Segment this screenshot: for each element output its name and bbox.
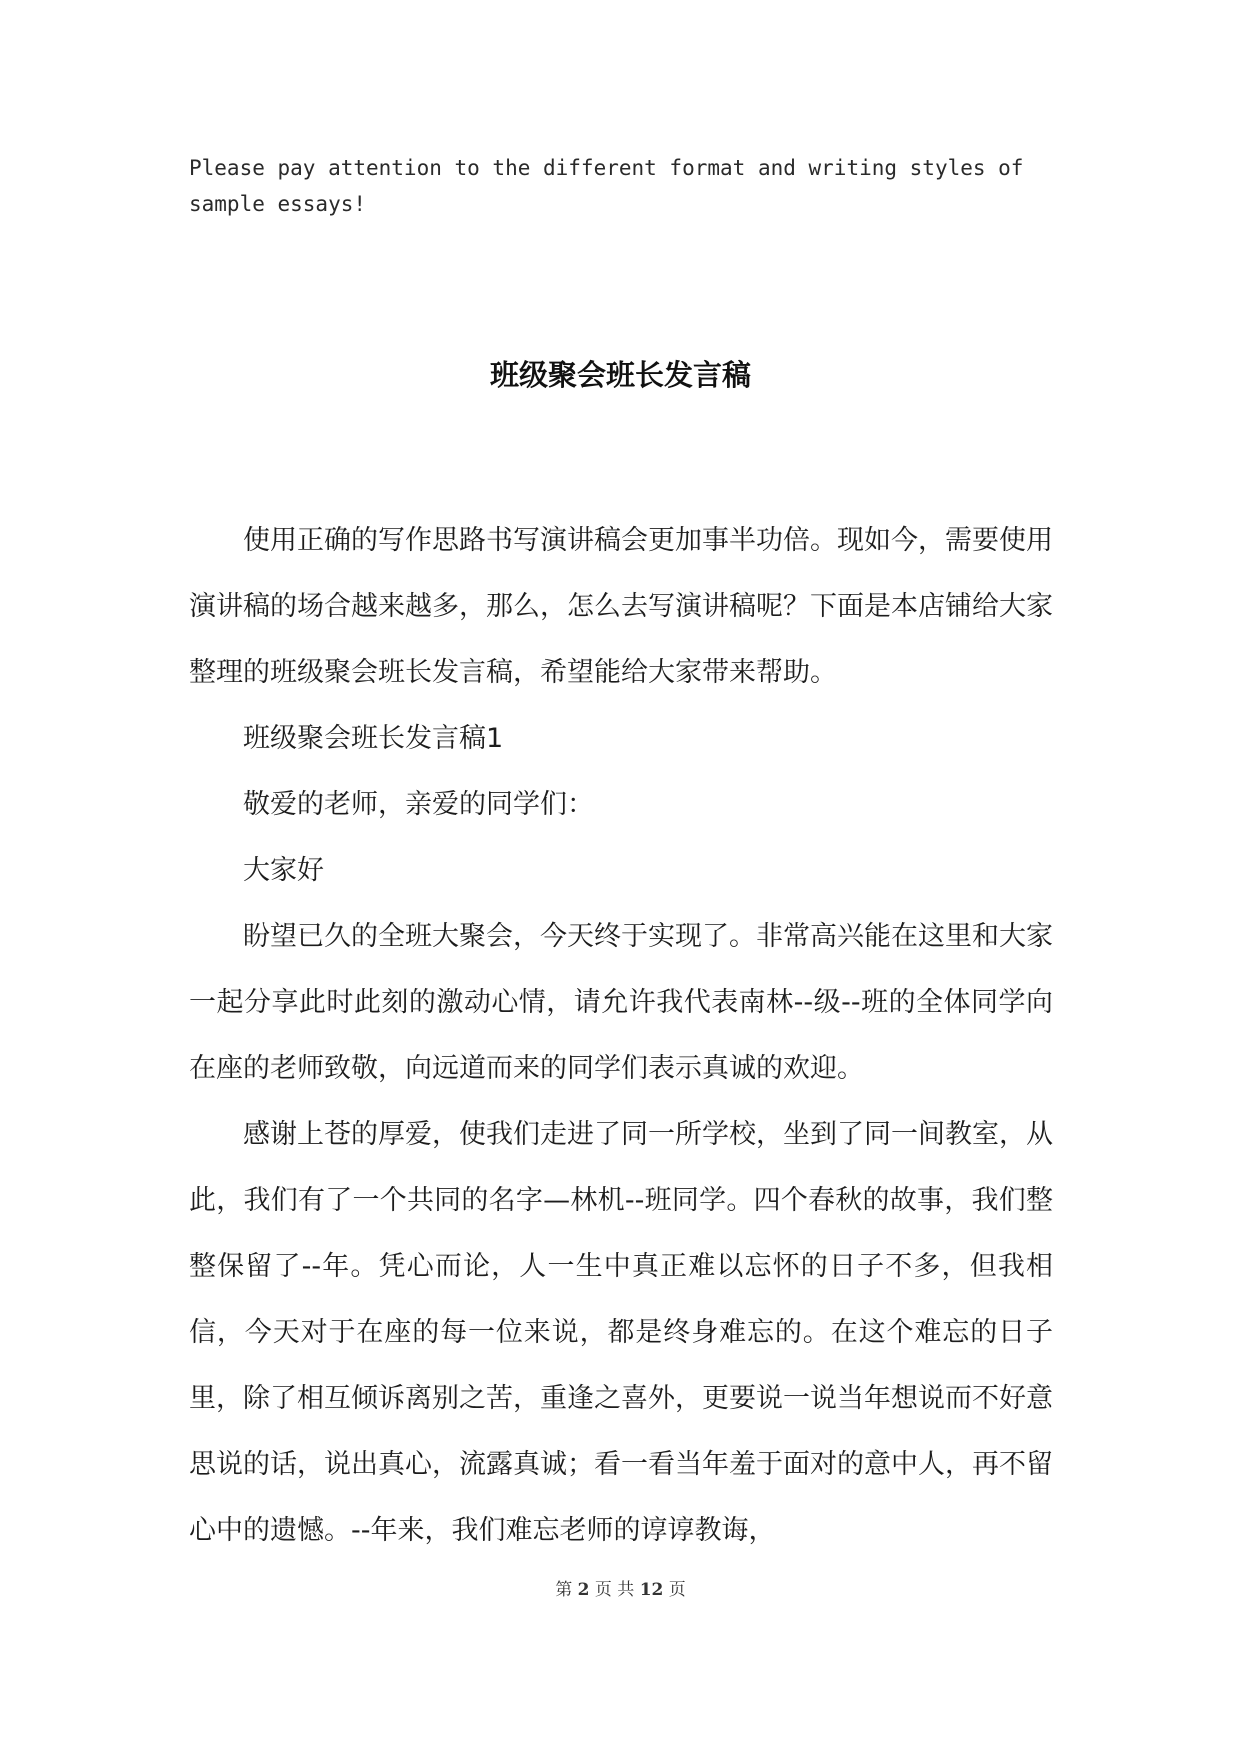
footer-mid: 页 共 [594,1580,635,1600]
document-body [189,508,1053,1564]
document-title: 班级聚会班长发言稿 [489,358,751,392]
paragraph-section-heading: 班级聚会班长发言稿1 [243,723,504,754]
sample-notice: Please pay attention to the different format and writing styles of sample essays! [189,156,1037,216]
paragraph-intro: 使用正确的写作思路书写演讲稿会更加事半功倍。现如今，需要使用演讲稿的场合越来越多，那么，怎么去写演讲稿呢？下面是本店铺给大家整理的班级聚会班长发言稿，希望能给大家带来帮助。 [189,525,1053,688]
footer-prefix: 第 [555,1580,573,1600]
paragraph-greeting: 大家好 [243,855,324,886]
paragraph-salutation: 敬爱的老师，亲爱的同学们： [243,789,594,820]
paragraph-gratitude: 感谢上苍的厚爱，使我们走进了同一所学校，坐到了同一间教室，从此，我们有了一个共同的名字—林机--班同学。四个春秋的故事，我们整整保留了--年。凭心而论，人一生中真正难以忘怀的日子不多，但我相信，今天对于在座的每一位来说，都是终身难忘的。在这个难忘的日子里，除了相互倾诉离别之苦，重逢之喜外，更要说一说当年想说而不好意思说的话，说出真心，流露真诚；看一看当年羞于面对的意中人，再不留心中的遗憾。--年来，我们难忘老师的谆谆教诲， [189,1119,1053,1546]
footer-current-page: 2 [577,1580,590,1600]
footer-total-pages: 12 [639,1580,664,1600]
paragraph-opening: 盼望已久的全班大聚会，今天终于实现了。非常高兴能在这里和大家一起分享此时此刻的激动心情，请允许我代表南林--级--班的全体同学向在座的老师致敬，向远道而来的同学们表示真诚的欢迎。 [189,921,1053,1084]
footer-suffix: 页 [668,1580,686,1600]
page-footer [0,1578,1241,1602]
